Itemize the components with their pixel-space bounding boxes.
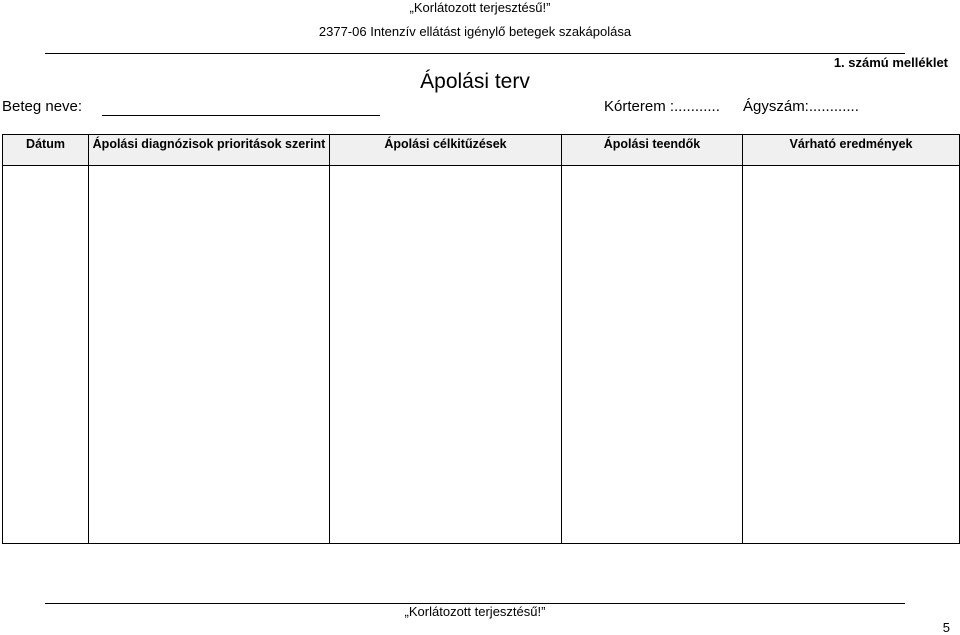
care-plan-table	[2, 134, 960, 544]
patient-name-label: Beteg neve:	[2, 98, 83, 115]
column-header-diagnoses: Ápolási diagnózisok prioritások szerint	[89, 135, 330, 166]
cell-expected-results[interactable]	[743, 166, 960, 544]
page-title: Ápolási terv	[420, 70, 530, 93]
patient-name-field[interactable]	[102, 115, 380, 116]
cell-tasks[interactable]	[562, 166, 743, 544]
header-divider	[45, 53, 905, 54]
page-number: 5	[942, 620, 950, 635]
column-header-expected-results: Várható eredmények	[743, 135, 960, 166]
table-row	[3, 166, 960, 544]
cell-date[interactable]	[3, 166, 89, 544]
column-header-date: Dátum	[3, 135, 89, 166]
column-header-tasks: Ápolási teendők	[562, 135, 743, 166]
table-header-row	[3, 135, 960, 166]
course-title: 2377-06 Intenzív ellátást igénylő betegek szakápolása	[318, 24, 632, 39]
cell-diagnoses[interactable]	[89, 166, 330, 544]
room-field[interactable]: Kórterem :...........	[604, 98, 720, 115]
header-restriction-note: „Korlátozott terjesztésű!”	[409, 0, 551, 15]
column-header-goals: Ápolási célkitűzések	[330, 135, 562, 166]
cell-goals[interactable]	[330, 166, 562, 544]
bed-number-field[interactable]: Ágyszám:............	[743, 98, 859, 115]
footer-restriction-note: „Korlátozott terjesztésű!”	[404, 604, 546, 619]
appendix-label: 1. számú melléklet	[833, 55, 948, 70]
